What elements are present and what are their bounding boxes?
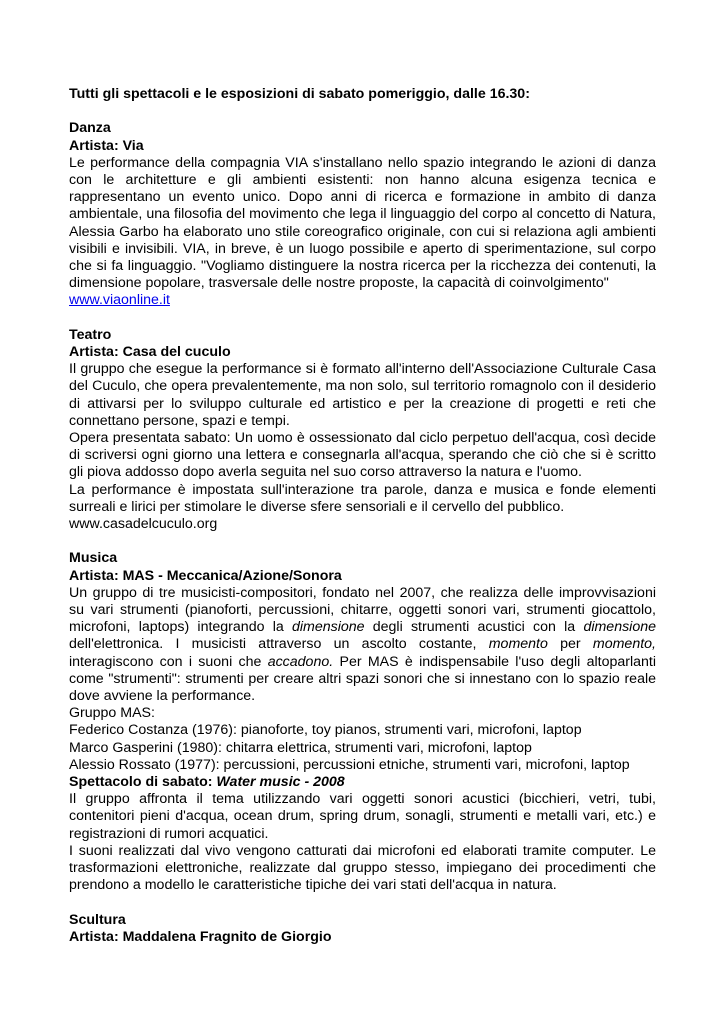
member-gasperini: Marco Gasperini (1980): chitarra elettrica, strumenti vari, microfoni, laptop [69, 739, 532, 756]
show-line [69, 774, 656, 791]
member-costanza: Federico Costanza (1976): pianoforte, toy pianos, strumenti vari, microfoni, laptop [69, 722, 582, 739]
intro-heading: Tutti gli spettacoli e le esposizioni di sabato pomeriggio, dalle 16.30: [69, 86, 530, 102]
musica-show-description: Il gruppo affronta il tema utilizzando vari oggetti sonori acustici (bicchieri, vetri, tubi, contenitori pieni d'acqua, ocean drum, spring drum, sonagli, strumenti e metalli vari, etc.) e registrazioni di rumori acquatici. [69, 791, 656, 842]
casadelcuculo-site: www.casadelcuculo.org [69, 516, 218, 533]
section-scultura [69, 912, 656, 946]
section-teatro [69, 327, 656, 533]
section-heading-danza: Danza [69, 120, 111, 137]
show-label: Spettacolo di sabato: [69, 774, 217, 791]
group-label: Gruppo MAS: [69, 705, 155, 722]
section-heading-scultura: Scultura [69, 911, 126, 928]
artist-via: Artista: Via [69, 137, 144, 154]
section-danza [69, 120, 656, 309]
musica-description: Un gruppo di tre musicisti-compositori, fondato nel 2007, che realizza delle improvvisazioni su vari strumenti (pianoforti, percussioni, chitarre, oggetti sonori vari, strumenti giocattolo, microfoni, laptops) integrando la dimensione degli strumenti acustici con la dimensione dell'elettronica. I musicisti attraverso un ascolto costante, momento per momento, interagiscono con i suoni che accadono. Per MAS è indispensabile l'uso degli altoparlanti come "strumenti": strumenti per creare altri spazi sonori che si innestano con lo spazio reale dove avviene la performance. [69, 584, 657, 705]
teatro-description: Il gruppo che esegue la performance si è formato all'interno dell'Associazione Culturale Casa del Cuculo, che opera prevalentemente, ma non solo, sul territorio romagnolo con il desiderio di attivarsi per lo sviluppo culturale ed artistico e per la creazione di progetti e reti che connettano persone, spazi e tempi. [69, 361, 656, 429]
artist-mas: Artista: MAS - Meccanica/Azione/Sonora [69, 567, 342, 584]
show-title: Water music - 2008 [216, 774, 345, 791]
section-musica [69, 550, 656, 894]
document-page [69, 86, 656, 946]
danza-description: Le performance della compagnia VIA s'installano nello spazio integrando le azioni di danza con le architetture e gli ambienti esistenti: non hanno alcuna esigenza tecnica e rappresentano un evento unico. Dopo anni di ricerca e formazione in ambito di danza ambientale, una filosofia del movimento che lega il linguaggio del corpo al concetto di Natura, Alessia Garbo ha elaborato uno stile coreografico originale, con cui si relaziona agli ambienti visibili e invisibili. VIA, in breve, è un luogo possibile e aperto di sperimentazione, sul corpo che si fa linguaggio. "Vogliamo distinguere la nostra ricerca per la ricchezza dei contenuti, la dimensione popolare, trasversale delle nostre proposte, la capacità di coinvolgimento" [69, 154, 656, 292]
artist-fragnito: Artista: Maddalena Fragnito de Giorgio [69, 928, 332, 945]
viaonline-link[interactable]: www.viaonline.it [69, 292, 170, 309]
teatro-performance: La performance è impostata sull'interazione tra parole, danza e musica e fonde elementi surreali e lirici per stimolare le diverse sfere sensoriali e il cervello del pubblico. [69, 481, 656, 515]
artist-casa-del-cuculo: Artista: Casa del cuculo [69, 344, 231, 361]
section-heading-musica: Musica [69, 550, 118, 567]
member-rossato: Alessio Rossato (1977): percussioni, percussioni etniche, strumenti vari, microfoni, laptop [69, 756, 630, 773]
section-heading-teatro: Teatro [69, 326, 112, 343]
teatro-opera: Opera presentata sabato: Un uomo è ossessionato dal ciclo perpetuo dell'acqua, così decide di scriversi ogni giorno una lettera e consegnarla all'acqua, sperando che ciò che si è scritto gli piova addosso dopo averla seguita nel suo corso attraverso la natura e l'uomo. [69, 430, 656, 481]
musica-electronics: I suoni realizzati dal vivo vengono catturati dai microfoni ed elaborati tramite computer. Le trasformazioni elettroniche, realizzate dal gruppo stesso, impiegano dei procedimenti che prendono a modello le caratteristiche tipiche dei vari stati dell'acqua in natura. [69, 842, 656, 894]
